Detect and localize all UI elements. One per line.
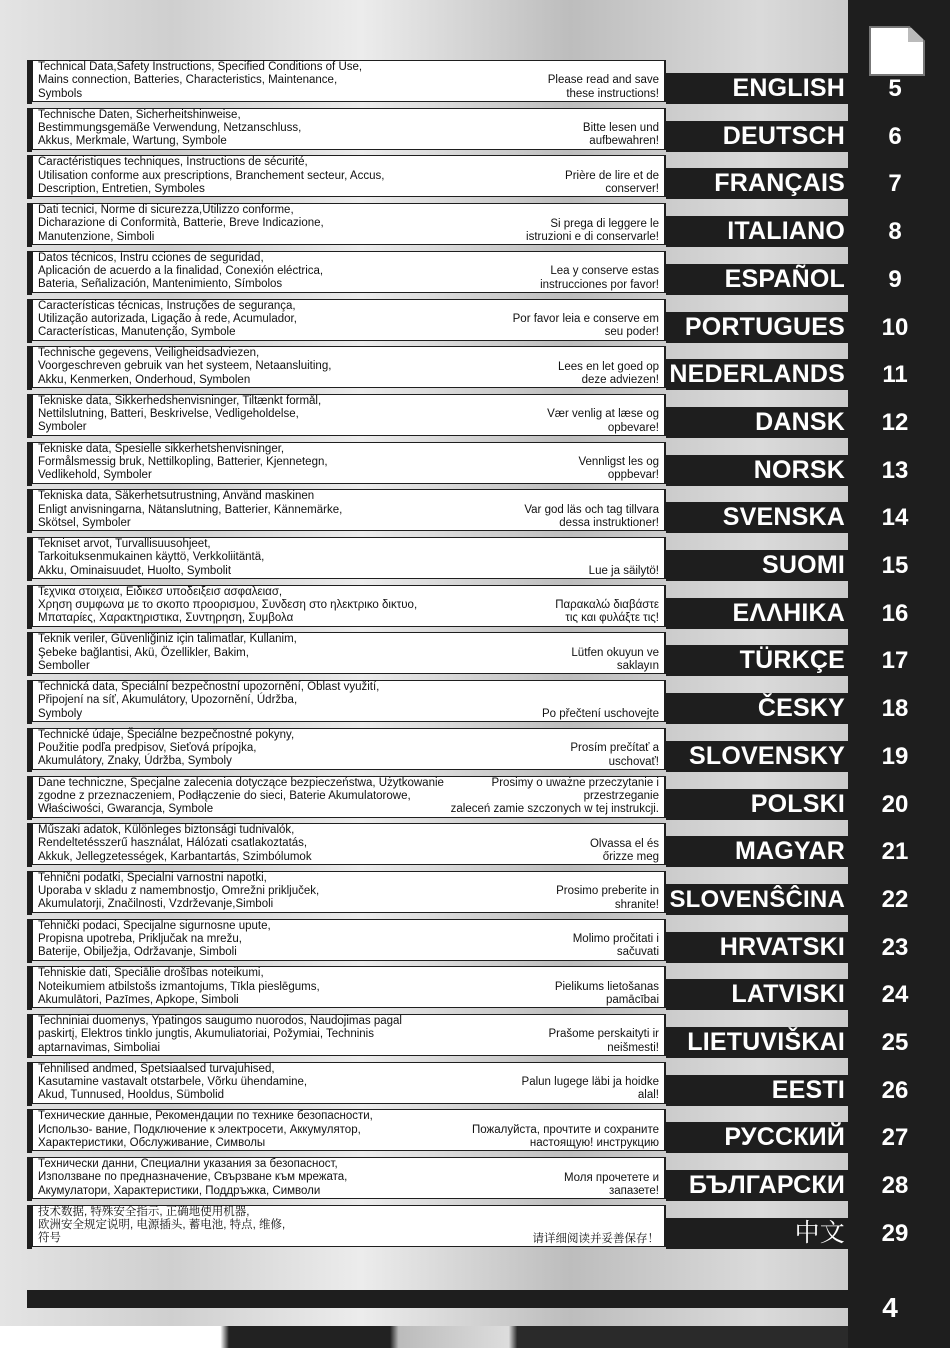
read-and-save-note: Prosimy o uważne przeczytanie i przestrzeganie zaleceń zamie szczonych w tej instrukcji. (450, 776, 659, 816)
section-contents: Tekniska data, Säkerhetsutrustning, Använd maskinen Enligt anvisningarna, Nätanslutning, Batterier, Kännemärke, Skötsel, Symboler (38, 490, 343, 529)
read-and-save-note: Παρακαλώ διαβάστε τις και φυλάξτε τις! (555, 599, 659, 625)
language-label[interactable]: EESTI (666, 1075, 848, 1106)
section-row[interactable] (0, 966, 950, 1010)
read-and-save-note: Palun lugege läbi ja hoidke alal! (521, 1076, 659, 1102)
language-label[interactable]: ČESKY (666, 693, 848, 724)
language-page-number[interactable]: 29 (881, 1219, 909, 1247)
language-page-number[interactable]: 14 (881, 504, 909, 532)
language-label[interactable]: 中文 (666, 1218, 848, 1249)
section-box (32, 823, 666, 865)
section-row[interactable] (0, 251, 950, 295)
language-page-number[interactable]: 9 (888, 265, 902, 293)
language-page-number[interactable]: 11 (882, 361, 908, 389)
section-contents: Τεχνικα στοιχεια, Ειδικεσ υποδειξεισ ασφαλειασ, Χρηση συμφωνα με το σκοπο προορισμου, Συνδεση στο ηλεκτρικο δικτυο, Μπαταρίες, Χαρακτηριστικα, Συντηρηση, Συμβολα (38, 585, 418, 625)
language-label[interactable]: ESPAÑOL (666, 264, 848, 295)
section-row[interactable] (0, 60, 950, 104)
section-row[interactable] (0, 394, 950, 438)
language-label[interactable]: NEDERLANDS (666, 359, 848, 390)
language-label[interactable]: POLSKI (666, 789, 848, 820)
section-box (32, 251, 666, 293)
section-box (32, 394, 666, 436)
language-label[interactable]: DEUTSCH (666, 121, 848, 152)
section-contents: Műszaki adatok, Különleges biztonsági tudnivalók, Rendeltetésszerű használat, Hálózati csatlakoztatás, Akkuk, Jellegzetességek, Karbantartás, Szimbólumok (38, 824, 312, 863)
page-number: 4 (882, 1292, 898, 1323)
read-and-save-note: Si prega di leggere le istruzioni e di conservarle! (526, 217, 659, 243)
language-page-number[interactable]: 20 (881, 790, 909, 818)
read-and-save-note: Lue ja säilytö! (588, 564, 659, 577)
language-page-number[interactable]: 6 (888, 122, 902, 150)
section-box (32, 1014, 666, 1056)
section-box (32, 1157, 666, 1199)
section-contents: Tehnički podaci, Specijalne sigurnosne upute, Propisna upotreba, Priključak na mrežu, Baterije, Obilježja, Održavanje, Simboli (38, 919, 271, 959)
section-row[interactable] (0, 537, 950, 581)
read-and-save-note: Bitte lesen und aufbewahren! (582, 122, 659, 148)
language-page-number[interactable]: 19 (881, 742, 909, 770)
language-label[interactable]: SLOVENŜĈINA (666, 884, 848, 915)
section-row[interactable] (0, 585, 950, 629)
section-box (32, 728, 666, 770)
section-box (32, 632, 666, 674)
language-page-number[interactable]: 21 (881, 838, 909, 866)
section-box (32, 776, 666, 818)
language-page-number[interactable]: 15 (881, 552, 909, 579)
read-and-save-note: Prosím prečítať a uschovať! (570, 742, 659, 768)
section-box (32, 871, 666, 913)
language-page-number[interactable]: 12 (881, 408, 909, 436)
language-page-number[interactable]: 27 (881, 1124, 909, 1152)
language-label[interactable]: FRANÇAIS (666, 168, 848, 199)
section-box (32, 442, 666, 484)
section-contents: Tekniset arvot, Turvallisuusohjeet, Tarkoituksenmukainen käyttö, Verkkoliitäntä, Akku, Ominaisuudet, Huolto, Symbolit (38, 538, 265, 577)
read-and-save-note: Lütfen okuyun ve saklayın (571, 646, 659, 673)
bottom-strip (0, 1326, 848, 1348)
section-row[interactable] (0, 489, 950, 533)
section-box (32, 1109, 666, 1151)
language-label[interactable]: HRVATSKI (666, 932, 848, 963)
section-box (32, 585, 666, 627)
section-contents: Технически данни, Специални указания за безопасност, Използване по предназначение, Свързване към мрежата, Акумулатори, Характеристики, Поддръжка, Символи (38, 1158, 348, 1197)
section-box (32, 203, 666, 245)
language-label[interactable]: TÜRKÇE (666, 645, 848, 676)
section-contents: Technická data, Speciální bezpečnostní upozornění, Oblast využití, Připojení na síť, Akumulátory, Upozornění, Údržba, Symboly (38, 681, 380, 720)
bottom-bar (27, 1290, 848, 1308)
section-contents: Caractéristiques techniques, Instructions de sécurité, Utilisation conforme aux prescriptions, Branchement secteur, Accus, Description, Entretien, Symboles (38, 156, 385, 195)
section-row[interactable] (0, 108, 950, 152)
read-and-save-note: Lees en let goed op deze adviezen! (557, 360, 659, 386)
section-row[interactable] (0, 1157, 950, 1201)
section-row[interactable] (0, 155, 950, 199)
section-contents: Dane techniczne, Specjalne zalecenia dotyczące bezpieczeństwa, Użytkowanie zgodne z przeznaczeniem, Podłączenie do sieci, Baterie Akumulatorowe, Właściwości, Gwarancja, Symbole (38, 776, 444, 816)
section-row[interactable] (0, 299, 950, 343)
read-and-save-note: Vennligst les og oppbevar! (578, 456, 659, 482)
read-and-save-note: Por favor leia e conserve em seu poder! (512, 312, 659, 339)
language-label[interactable]: NORSK (666, 455, 848, 486)
read-and-save-note: Please read and save these instructions! (547, 74, 659, 100)
section-row[interactable] (0, 203, 950, 247)
language-label[interactable]: БЪЛГАРСКИ (666, 1170, 848, 1201)
section-row[interactable] (0, 442, 950, 486)
read-and-save-note: Po přečtení uschovejte (542, 707, 659, 720)
language-page-number[interactable]: 24 (881, 981, 909, 1009)
section-contents: Tekniske data, Sikkerhedshenvisninger, Tiltænkt formål, Nettilslutning, Batteri, Beskrivelse, Vedligeholdelse, Symboler (38, 394, 322, 434)
language-label[interactable]: SLOVENSKY (666, 741, 848, 772)
section-row[interactable] (0, 728, 950, 772)
language-page-number[interactable]: 28 (881, 1172, 909, 1200)
section-row[interactable] (0, 823, 950, 867)
language-page-number[interactable]: 26 (881, 1076, 909, 1104)
read-and-save-note: Molimo pročitati i sačuvati (572, 933, 659, 959)
language-label[interactable]: PORTUGUES (666, 312, 848, 343)
section-contents: Tekniske data, Spesielle sikkerhetshenvisninger, Formålsmessig bruk, Nettilkopling, Batterier, Kjennetegn, Vedlikehold, Symboler (38, 442, 328, 482)
section-contents: Teknik veriler, Güvenliğiniz için talimatlar, Kullanim, Şebeke bağlantisi, Akü, Özellikler, Bakim, Semboller (38, 633, 297, 672)
section-contents: Technické údaje, Špeciálne bezpečnostné pokyny, Použitie podľa predpisov, Sieťová prípojka, Akumulátory, Znaky, Údržba, Symboly (38, 728, 295, 768)
read-and-save-note: Prosimo preberite in shranite! (556, 885, 659, 911)
language-page-number[interactable]: 7 (888, 170, 902, 198)
section-box (32, 537, 666, 579)
language-page-number[interactable]: 22 (881, 885, 909, 913)
language-label[interactable]: DANSK (666, 407, 848, 438)
language-page-number[interactable]: 13 (881, 456, 909, 484)
section-box (32, 919, 666, 961)
section-box (32, 108, 666, 150)
section-contents: Techniniai duomenys, Ypatingos saugumo nuorodos, Naudojimas pagal paskirtį, Elektros tinklo jungtis, Akumuliatoriai, Požymiai, Techninis aptarnavimas, Simboliai (38, 1015, 402, 1054)
language-page-number[interactable]: 18 (881, 695, 909, 723)
section-contents: Características técnicas, Instruções de segurança, Utilização autorizada, Ligação à rede, Acumulador, Características, Manutenção, Symbole (38, 299, 297, 339)
section-contents: Технические данные, Рекомендации по технике безопасности, Использо- вание, Подключение к электросети, Аккумулятор, Характеристики, Обслуживание, Символы (38, 1110, 373, 1149)
language-label[interactable]: ΕΛΛΗΙΚΑ (666, 598, 848, 629)
section-contents: Tehnilised andmed, Spetsiaalsed turvajuhised, Kasutamine vastavalt otstarbele, Võrku ühendamine, Akud, Tunnused, Hooldus, Sümbolid (38, 1062, 308, 1102)
section-row[interactable] (0, 871, 950, 915)
section-contents: Dati tecnici, Norme di sicurezza,Utilizzo conforme, Dicharazione di Conformità, Batterie, Breve Indicazione, Manutenzione, Simboli (38, 204, 324, 243)
section-row[interactable] (0, 1109, 950, 1153)
section-row[interactable] (0, 1205, 950, 1249)
language-page-number[interactable]: 17 (881, 647, 909, 675)
section-row[interactable] (0, 776, 950, 820)
section-box (32, 60, 666, 102)
language-label[interactable]: SVENSKA (666, 502, 848, 533)
section-contents: Tehnični podatki, Specialni varnostni napotki, Uporaba v skladu z namembnostjo, Omrežni priključek, Akumulatorji, Značilnosti, Vzdrževanje,Simboli (38, 871, 320, 911)
language-label[interactable]: ITALIANO (666, 216, 848, 247)
read-and-save-note: Var god läs och tag tillvara dessa instruktioner! (524, 503, 659, 529)
read-and-save-note: 请详细阅读并妥善保存！ (532, 1232, 659, 1245)
language-page-number[interactable]: 8 (888, 218, 902, 246)
section-row[interactable] (0, 919, 950, 963)
language-page-number[interactable]: 10 (881, 313, 909, 341)
read-and-save-note: Моля прочетете и запазете! (563, 1171, 659, 1197)
language-page-number[interactable]: 23 (881, 933, 909, 961)
language-page-number[interactable]: 16 (881, 599, 909, 627)
section-row[interactable] (0, 632, 950, 676)
section-row[interactable] (0, 1014, 950, 1058)
language-label[interactable]: ENGLISH (666, 73, 848, 104)
language-page-number[interactable]: 25 (881, 1029, 909, 1056)
read-and-save-note: Lea y conserve estas instrucciones por favor! (540, 265, 659, 291)
read-and-save-note: Prašome perskaityti ir neišmesti! (548, 1028, 659, 1054)
language-label[interactable]: SUOMI (666, 550, 848, 581)
section-box (32, 489, 666, 531)
read-and-save-note: Pielikums lietošanas pamācībai (554, 980, 659, 1006)
section-row[interactable] (0, 680, 950, 724)
section-box (32, 155, 666, 197)
section-box (32, 680, 666, 722)
language-label[interactable]: MAGYAR (666, 836, 848, 867)
section-contents: Tehniskie dati, Speciālie drošības noteikumi, Noteikumiem atbilstošs izmantojums, Tīkla pieslēgums, Akumulātori, Pazīmes, Apkope, Simboli (38, 967, 320, 1006)
language-label[interactable]: LIETUVIŠKAI (666, 1027, 848, 1058)
read-and-save-note: Prière de lire et de conserver! (565, 169, 659, 196)
section-row[interactable] (0, 1062, 950, 1106)
section-contents: Technische Daten, Sicherheitshinweise, Bestimmungsgemäße Verwendung, Netzanschluss, Akkus, Merkmale, Wartung, Symbole (38, 108, 302, 148)
section-contents: 技术数据, 特殊安全指示, 正确地使用机器, 欧洲安全规定说明, 电源插头, 蓄电池, 特点, 维修, 符号 (38, 1205, 286, 1245)
section-box (32, 299, 666, 341)
section-box (32, 1205, 666, 1247)
read-and-save-note: Olvassa el és őrizze meg (589, 837, 659, 863)
section-contents: Technical Data,Safety Instructions, Specified Conditions of Use, Mains connection, Batteries, Characteristics, Maintenance, Symbols (38, 61, 363, 100)
section-box (32, 346, 666, 388)
section-contents: Technische gegevens, Veiligheidsadviezen, Voorgeschreven gebruik van het systeem, Netaansluiting, Akku, Kenmerken, Onderhoud, Symbolen (38, 347, 332, 386)
language-label[interactable]: РУССКИЙ (666, 1122, 848, 1153)
language-label[interactable]: LATVISKI (666, 979, 848, 1010)
section-box (32, 1062, 666, 1104)
read-and-save-note: Vær venlig at læse og opbevare! (547, 408, 659, 434)
section-box (32, 966, 666, 1008)
read-and-save-note: Пожалуйста, прочтите и сохраните настоящую! инструкцию (472, 1123, 659, 1150)
section-row[interactable] (0, 346, 950, 390)
language-page-number[interactable]: 5 (888, 75, 902, 102)
section-contents: Datos técnicos, Instru cciones de seguridad, Aplicación de acuerdo a la finalidad, Conexión eléctrica, Bateria, Señalización, Mantenimiento, Símbolos (38, 251, 324, 291)
